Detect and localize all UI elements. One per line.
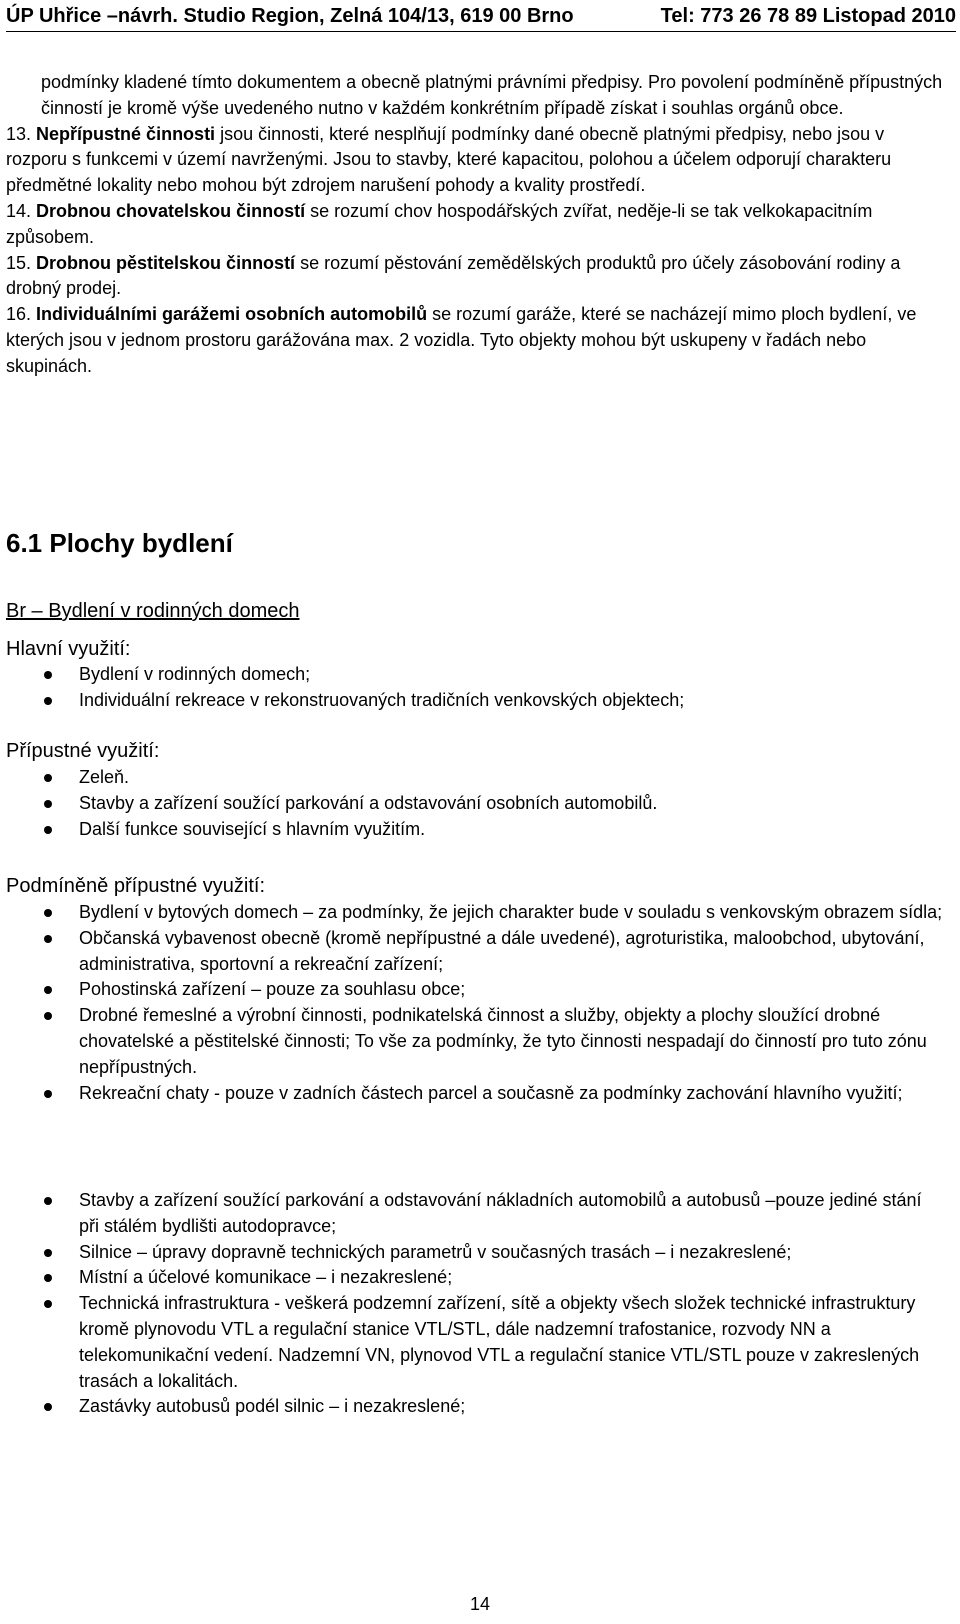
page-header xyxy=(0,2,960,30)
intro-paragraph: podmínky kladené tímto dokumentem a obecně platnými právními předpisy. Pro povolení podmíněně přípustných činností je kromě výše uvedeného nutno v každém konkrétním případě získat i souhlas orgánů obce. xyxy=(41,72,943,118)
list-item: Bydlení v bytových domech – za podmínky, že jejich charakter bude v souladu s venkovským obrazem sídla; xyxy=(6,900,946,926)
conditional-use-list xyxy=(6,900,946,1106)
definition-number: 15. xyxy=(6,252,32,273)
definitions-block xyxy=(6,70,946,380)
definition-term: Individuálními garážemi osobních automobilů xyxy=(36,304,428,325)
list-item: Rekreační chaty - pouze v zadních částech parcel a současně za podmínky zachování hlavního využití; xyxy=(6,1081,946,1107)
permitted-use-label: Přípustné využití: xyxy=(6,740,160,762)
list-item: Individuální rekreace v rekonstruovaných tradičních venkovských objektech; xyxy=(6,688,946,714)
list-item: Pohostinská zařízení – pouze za souhlasu obce; xyxy=(6,977,946,1003)
zone-subheading xyxy=(6,600,300,623)
definition-text: se rozumí garáže, které se nacházejí mimo ploch bydlení, ve kterých jsou v jednom prostoru garážována max. 2 vozidla. Tyto objekty mohou být uskupeny v řadách nebo skupinách. xyxy=(6,304,917,376)
list-item: Další funkce související s hlavním využitím. xyxy=(6,817,946,843)
definition-text: se rozumí chov hospodářských zvířat, neděje-li se tak velkokapacitním způsobem. xyxy=(6,200,873,247)
zone-subheading-text: Br – Bydlení v rodinných domech xyxy=(6,600,300,622)
definition-16 xyxy=(6,302,946,379)
definition-term: Nepřípustné činnosti xyxy=(36,123,216,144)
page-number: 14 xyxy=(469,1594,491,1614)
definition-number: 16. xyxy=(6,304,32,325)
definition-number: 14. xyxy=(6,200,32,221)
list-item: Zastávky autobusů podél silnic – i nezakreslené; xyxy=(6,1394,946,1420)
conditional-use-label: Podmíněně přípustné využití: xyxy=(6,875,266,897)
definition-15 xyxy=(6,251,946,303)
main-use-label: Hlavní využití: xyxy=(6,638,131,660)
definition-13 xyxy=(6,122,946,199)
list-item: Stavby a zařízení soužící parkování a odstavování osobních automobilů. xyxy=(6,791,946,817)
list-item: Bydlení v rodinných domech; xyxy=(6,662,946,688)
list-item: Místní a účelové komunikace – i nezakreslené; xyxy=(6,1265,946,1291)
definition-term: Drobnou chovatelskou činností xyxy=(36,200,306,221)
definition-14 xyxy=(6,199,946,251)
conditional-use-list-continued xyxy=(6,1188,946,1420)
list-item: Drobné řemeslné a výrobní činnosti, podnikatelská činnost a služby, objekty a plochy sloužící drobné chovatelské a pěstitelské činnosti; To vše za podmínky, že tyto činnosti nespadají do činností pro tuto zónu nepřípustných. xyxy=(6,1003,946,1080)
section-title: 6.1 Plochy bydlení xyxy=(6,528,233,558)
list-item: Zeleň. xyxy=(6,765,946,791)
definition-text: se rozumí pěstování zemědělských produktů pro účely zásobování rodiny a drobný prodej. xyxy=(6,252,901,299)
list-item: Technická infrastruktura - veškerá podzemní zařízení, sítě a objekty všech složek technické infrastruktury kromě plynovodu VTL a regulační stanice VTL/STL, dále nadzemní trafostanice, rozvody NN a telekomunikační vedení. Nadzemní VN, plynovod VTL a regulační stanice VTL/STL pouze v zakreslených trasách a lokalitách. xyxy=(6,1291,946,1394)
list-item: Občanská vybavenost obecně (kromě nepřípustné a dále uvedené), agroturistika, maloobchod, ubytování, administrativa, sportovní a rekreační zařízení; xyxy=(6,926,946,978)
list-item: Silnice – úpravy dopravně technických parametrů v současných trasách – i nezakreslené; xyxy=(6,1240,946,1266)
header-divider xyxy=(6,31,956,32)
header-left: ÚP Uhřice –návrh. Studio Region, Zelná 104/13, 619 00 Brno xyxy=(6,5,574,27)
header-right: Tel: 773 26 78 89 Listopad 2010 xyxy=(660,5,956,27)
main-use-list xyxy=(6,662,946,714)
permitted-use-list xyxy=(6,765,946,842)
definition-term: Drobnou pěstitelskou činností xyxy=(36,252,296,273)
definition-number: 13. xyxy=(6,123,32,144)
list-item: Stavby a zařízení soužící parkování a odstavování nákladních automobilů a autobusů –pouze jediné stání při stálém bydlišti autodopravce; xyxy=(6,1188,946,1240)
definition-text: jsou činnosti, které nesplňují podmínky dané obecně platnými předpisy, nebo jsou v rozporu s funkcemi v území navrženými. Jsou to stavby, které kapacitou, polohou a účelem odporují charakteru předmětné lokality nebo mohou být zdrojem narušení pohody a kvality prostředí. xyxy=(6,123,892,196)
